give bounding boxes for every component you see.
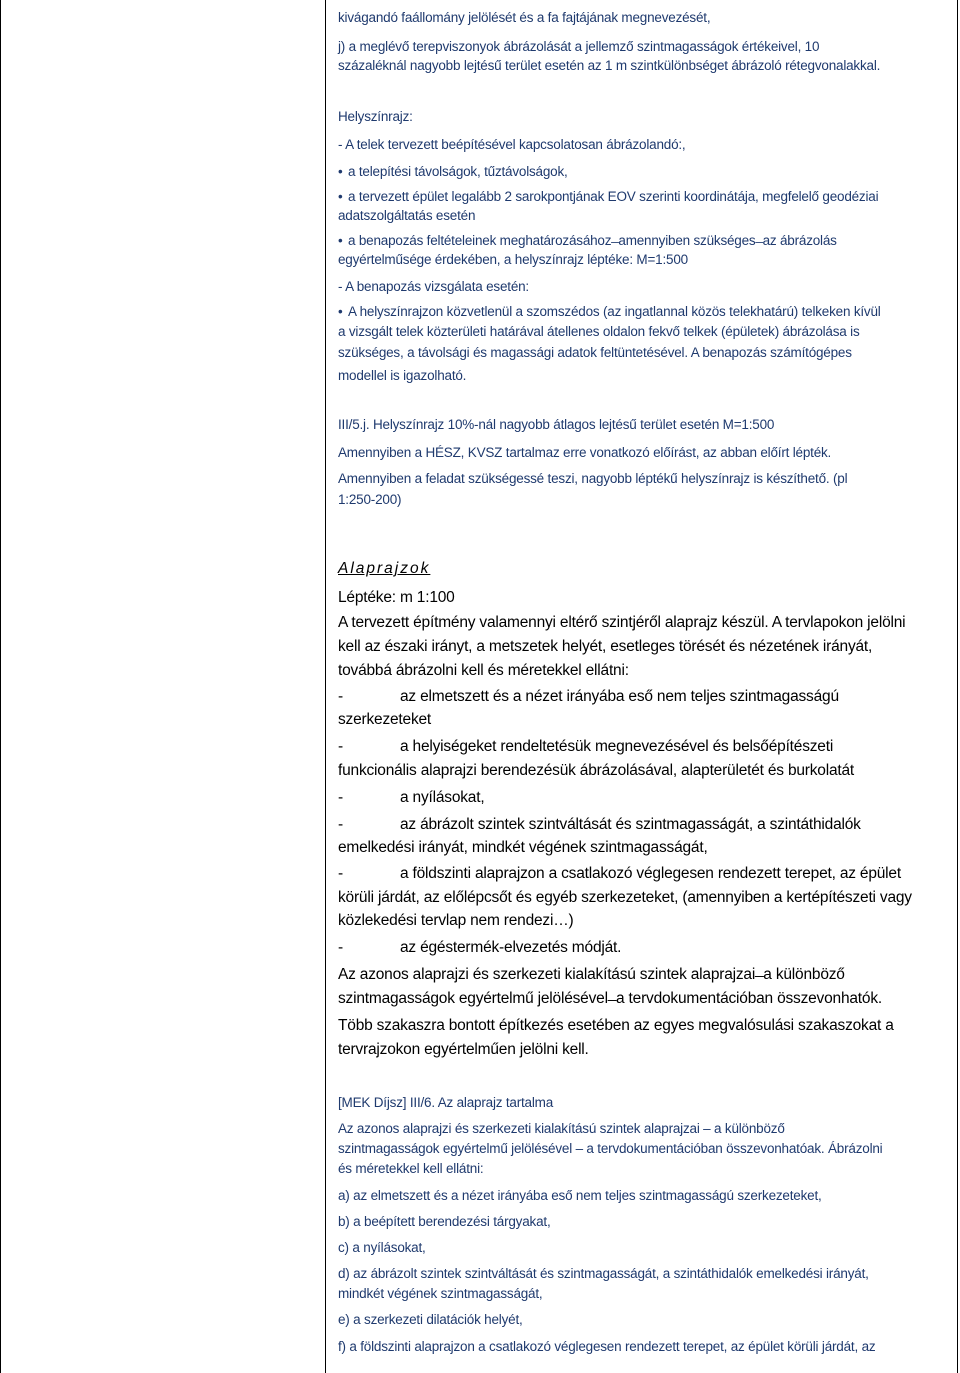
text-line: adatszolgáltatás esetén — [338, 208, 476, 223]
list-item: a) az elmetszett és a nézet irányába eső nem teljes szintmagasságú szerkezeteket, — [338, 1188, 822, 1203]
text-line: mindkét végének szintmagasságát, — [338, 1286, 543, 1301]
section-title: [MEK Díjsz] III/6. Az alaprajz tartalma — [338, 1095, 554, 1110]
section-title: Helyszínrajz: — [338, 109, 413, 124]
text-line: funkcionális alaprajzi berendezésük ábrázolásával, alapterületét és burkolatát — [338, 762, 855, 779]
text-line: szerkezeteket — [338, 711, 432, 728]
dash-item: - a nyílásokat, — [338, 789, 485, 806]
bullet-icon: • — [338, 164, 343, 179]
text-line: szintmagasságok egyértelmű jelölésével – a tervdokumentációban összevonhatóak. Ábrázolni — [338, 1141, 883, 1156]
text-line: és méretekkel kell ellátni: — [338, 1161, 484, 1176]
text-line: - A benapozás vizsgálata esetén: — [338, 279, 529, 294]
bullet-icon: • — [338, 189, 343, 204]
dash-item: - a helyiségeket rendeltetésük megnevezésével és belsőépítészeti — [338, 738, 834, 755]
text-line: továbbá ábrázolni kell és méretekkel ellátni: — [338, 662, 629, 679]
text-line: szintmagasságok egyértelmű jelölésével ̶ a tervdokumentációban összevonhatók. — [338, 990, 882, 1007]
text-line: Az azonos alaprajzi és szerkezeti kialakítású szintek alaprajzai ̶ a különböző — [338, 966, 845, 983]
list-item: b) a beépített berendezési tárgyakat, — [338, 1214, 551, 1229]
text-line: szükséges, a távolsági és magassági adatok feltüntetésével. A benapozás számítógépes — [338, 345, 852, 360]
text-line: kivágandó faállomány jelölését és a fa fajtájának megnevezését, — [338, 10, 711, 25]
list-item: f) a földszinti alaprajzon a csatlakozó véglegesen rendezett terepet, az épület körüli járdát, az — [338, 1339, 876, 1354]
bullet-item: • A helyszínrajzon közvetlenül a szomszédos (az ingatlannal közös telekhatárú) telkeken kívül — [338, 304, 881, 319]
text-line: modellel is igazolható. — [338, 368, 467, 383]
dash-item: - a földszinti alaprajzon a csatlakozó véglegesen rendezett terepet, az épület — [338, 865, 901, 882]
text-line: j) a meglévő terepviszonyok ábrázolását a jellemző szintmagasságok értékeivel, 10 — [338, 39, 820, 54]
dash-item: - az ábrázolt szintek szintváltását és szintmagasságát, a szintáthidalók — [338, 816, 861, 833]
bullet-item: • a tervezett épület legalább 2 sarokpontjának EOV szerinti koordinátája, megfelelő geodéziai — [338, 189, 879, 204]
section-heading: Alaprajzok — [338, 560, 431, 577]
bullet-item: • a telepítési távolságok, tűztávolságok, — [338, 164, 568, 179]
text-line: A tervezett építmény valamennyi eltérő szintjéről alaprajz készül. A tervlapokon jelölni — [338, 614, 906, 631]
bullet-icon: • — [338, 304, 343, 319]
bullet-item: • a benapozás feltételeinek meghatározásához ̶ amennyiben szükséges ̶ az ábrázolás — [338, 233, 837, 248]
text-line: Az azonos alaprajzi és szerkezeti kialakítású szintek alaprajzai – a különböző — [338, 1121, 785, 1136]
dash-item: - az égéstermék-elvezetés módját. — [338, 939, 622, 956]
text-line: III/5.j. Helyszínrajz 10%-nál nagyobb átlagos lejtésű terület esetén M=1:500 — [338, 417, 775, 432]
text-line: egyértelműsége érdekében, a helyszínrajz léptéke: M=1:500 — [338, 252, 688, 267]
text-line: Amennyiben a HÉSZ, KVSZ tartalmaz erre vonatkozó előírást, az abban előírt lépték. — [338, 445, 832, 460]
text-line: a vizsgált telek közterületi határával átellenes oldalon fekvő telkek (épületek) ábrázolása is — [338, 324, 860, 339]
text-line: tervrajzokon egyértelműen jelölni kell. — [338, 1041, 589, 1058]
text-line: körüli járdát, az előlépcsőt és egyéb szerkezeteket, (amennyiben a kertépítészeti vagy — [338, 889, 912, 906]
text-line: - A telek tervezett beépítésével kapcsolatosan ábrázolandó:, — [338, 137, 686, 152]
bullet-icon: • — [338, 233, 343, 248]
text-line: Több szakaszra bontott építkezés esetében az egyes megvalósulási szakaszokat a — [338, 1017, 894, 1034]
column-divider — [325, 0, 326, 1373]
dash-item: - az elmetszett és a nézet irányába eső nem teljes szintmagasságú — [338, 688, 839, 705]
list-item: d) az ábrázolt szintek szintváltását és szintmagasságát, a szintáthidalók emelkedési irányát, — [338, 1266, 869, 1281]
text-line: emelkedési irányát, mindkét végének szintmagasságát, — [338, 839, 708, 856]
text-line: közlekedési tervlap nem rendezi…) — [338, 912, 574, 929]
text-line: Amennyiben a feladat szükségessé teszi, nagyobb léptékű helyszínrajz is készíthető. (pl — [338, 471, 848, 486]
list-item: e) a szerkezeti dilatációk helyét, — [338, 1312, 523, 1327]
text-line: kell az északi irányt, a metszetek helyét, esetleges törését és nézetének irányát, — [338, 638, 873, 655]
text-line: százaléknál nagyobb lejtésű terület esetén az 1 m szintkülönbséget ábrázoló rétegvonalakkal. — [338, 58, 881, 73]
list-item: c) a nyílásokat, — [338, 1240, 426, 1255]
text-line: Léptéke: m 1:100 — [338, 589, 455, 606]
text-line: 1:250-200) — [338, 492, 402, 507]
